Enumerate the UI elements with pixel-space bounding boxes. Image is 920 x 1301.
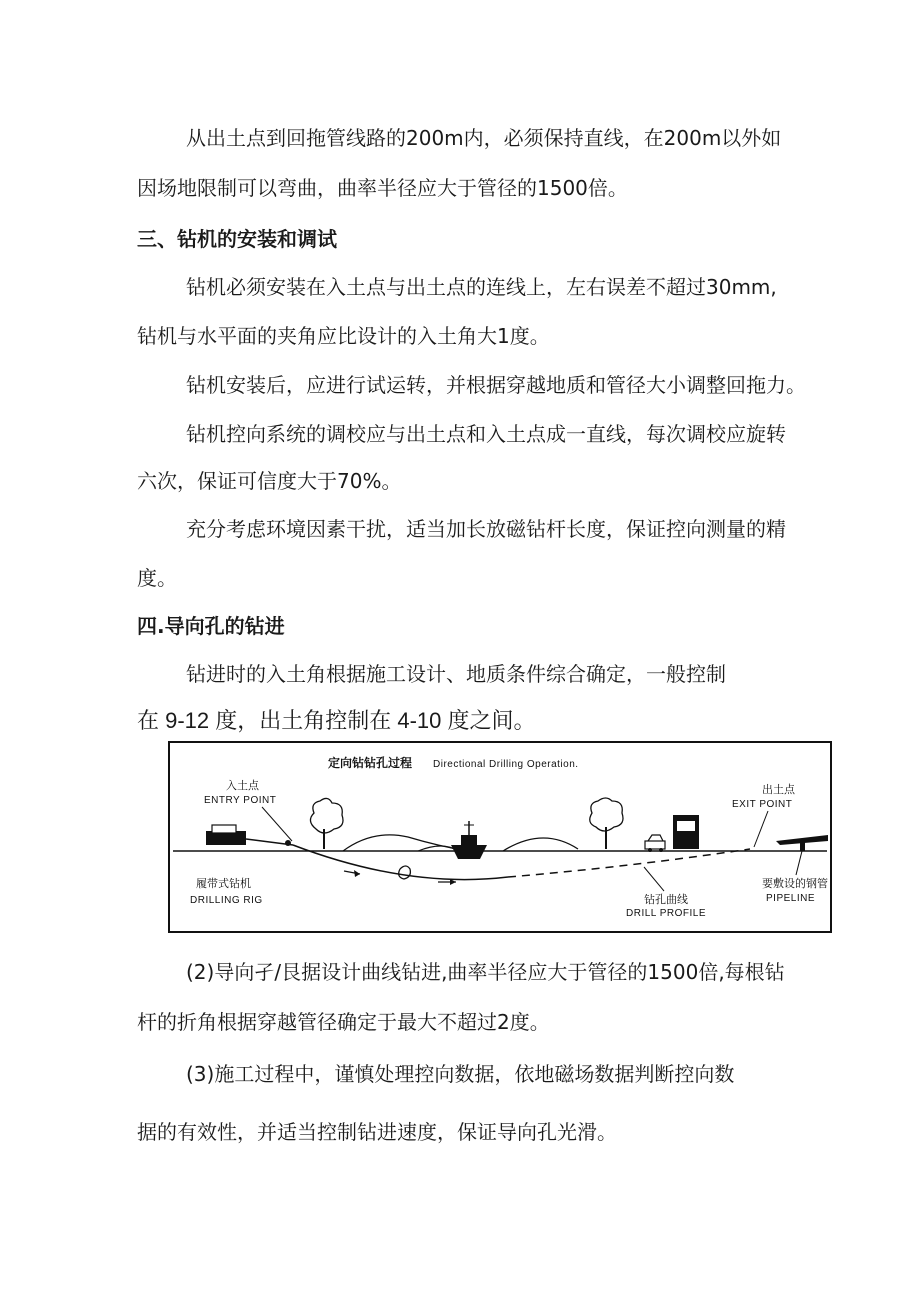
paragraph-line: 从出土点到回拖管线路的200m内，必须保持直线，在200m以外如: [186, 126, 782, 150]
exit-point-label-en: EXIT POINT: [732, 799, 793, 810]
diagram-title-cn: 定向钻钻孔过程: [328, 756, 413, 770]
paragraph-line: 度。: [137, 566, 177, 590]
diagram-frame: [169, 742, 831, 932]
pipeline-label-cn: 要敷设的钢管: [762, 877, 828, 890]
entry-point-label-cn: 入土点: [226, 779, 259, 792]
paragraph-line: (2)导向孑/艮据设计曲线钻进,曲率半径应大于管径的1500倍,每根钻: [186, 960, 785, 984]
pipeline-label-en: PIPELINE: [766, 893, 816, 904]
paragraph-line: 据的有效性，并适当控制钻进速度，保证导向孔光滑。: [137, 1120, 617, 1144]
paragraph-line: 钻进时的入土角根据施工设计、地质条件综合确定，一般控制: [186, 662, 726, 686]
section-heading-3: 三、钻机的安装和调试: [137, 227, 337, 251]
exit-point-label-cn: 出土点: [762, 783, 795, 796]
paragraph-line: 钻机与水平面的夹角应比设计的入土角大1度。: [137, 324, 550, 348]
paragraph-line: 因场地限制可以弯曲，曲率半径应大于管径的1500倍。: [137, 176, 628, 200]
rig-label-en: DRILLING RIG: [190, 895, 263, 906]
paragraph-line: 充分考虑环境因素干扰，适当加长放磁钻杆长度，保证控向测量的精: [186, 517, 786, 541]
section-heading-4: 四.导向孔的钻进: [137, 614, 285, 638]
profile-label-en: DRILL PROFILE: [626, 908, 707, 919]
paragraph-line: 钻机安装后，应进行试运转，并根据穿越地质和管径大小调整回拖力。: [186, 373, 806, 397]
paragraph-line: 钻机必须安装在入土点与出土点的连线上，左右误差不超过30mm,: [186, 275, 777, 299]
truck-icon: [673, 815, 699, 849]
profile-label-cn: 钻孔曲线: [644, 893, 688, 906]
diagram-title-en: Directional Drilling Operation.: [433, 759, 579, 770]
rig-label-cn: 履带式钻机: [196, 877, 251, 890]
paragraph-line: 杆的折角根据穿越管径确定于最大不超过2度。: [137, 1010, 550, 1034]
entry-point-label-en: ENTRY POINT: [204, 795, 277, 806]
paragraph-line: (3)施工过程中，谨慎处理控向数据，依地磁场数据判断控向数: [186, 1062, 735, 1086]
paragraph-line: 钻机控向系统的调校应与出土点和入土点成一直线，每次调校应旋转: [186, 422, 786, 446]
directional-drilling-diagram: [168, 741, 832, 933]
paragraph-line: 六次，保证可信度大于70%。: [137, 469, 402, 493]
paragraph-line: 在 9-12 度，出土角控制在 4-10 度之间。: [137, 708, 536, 733]
